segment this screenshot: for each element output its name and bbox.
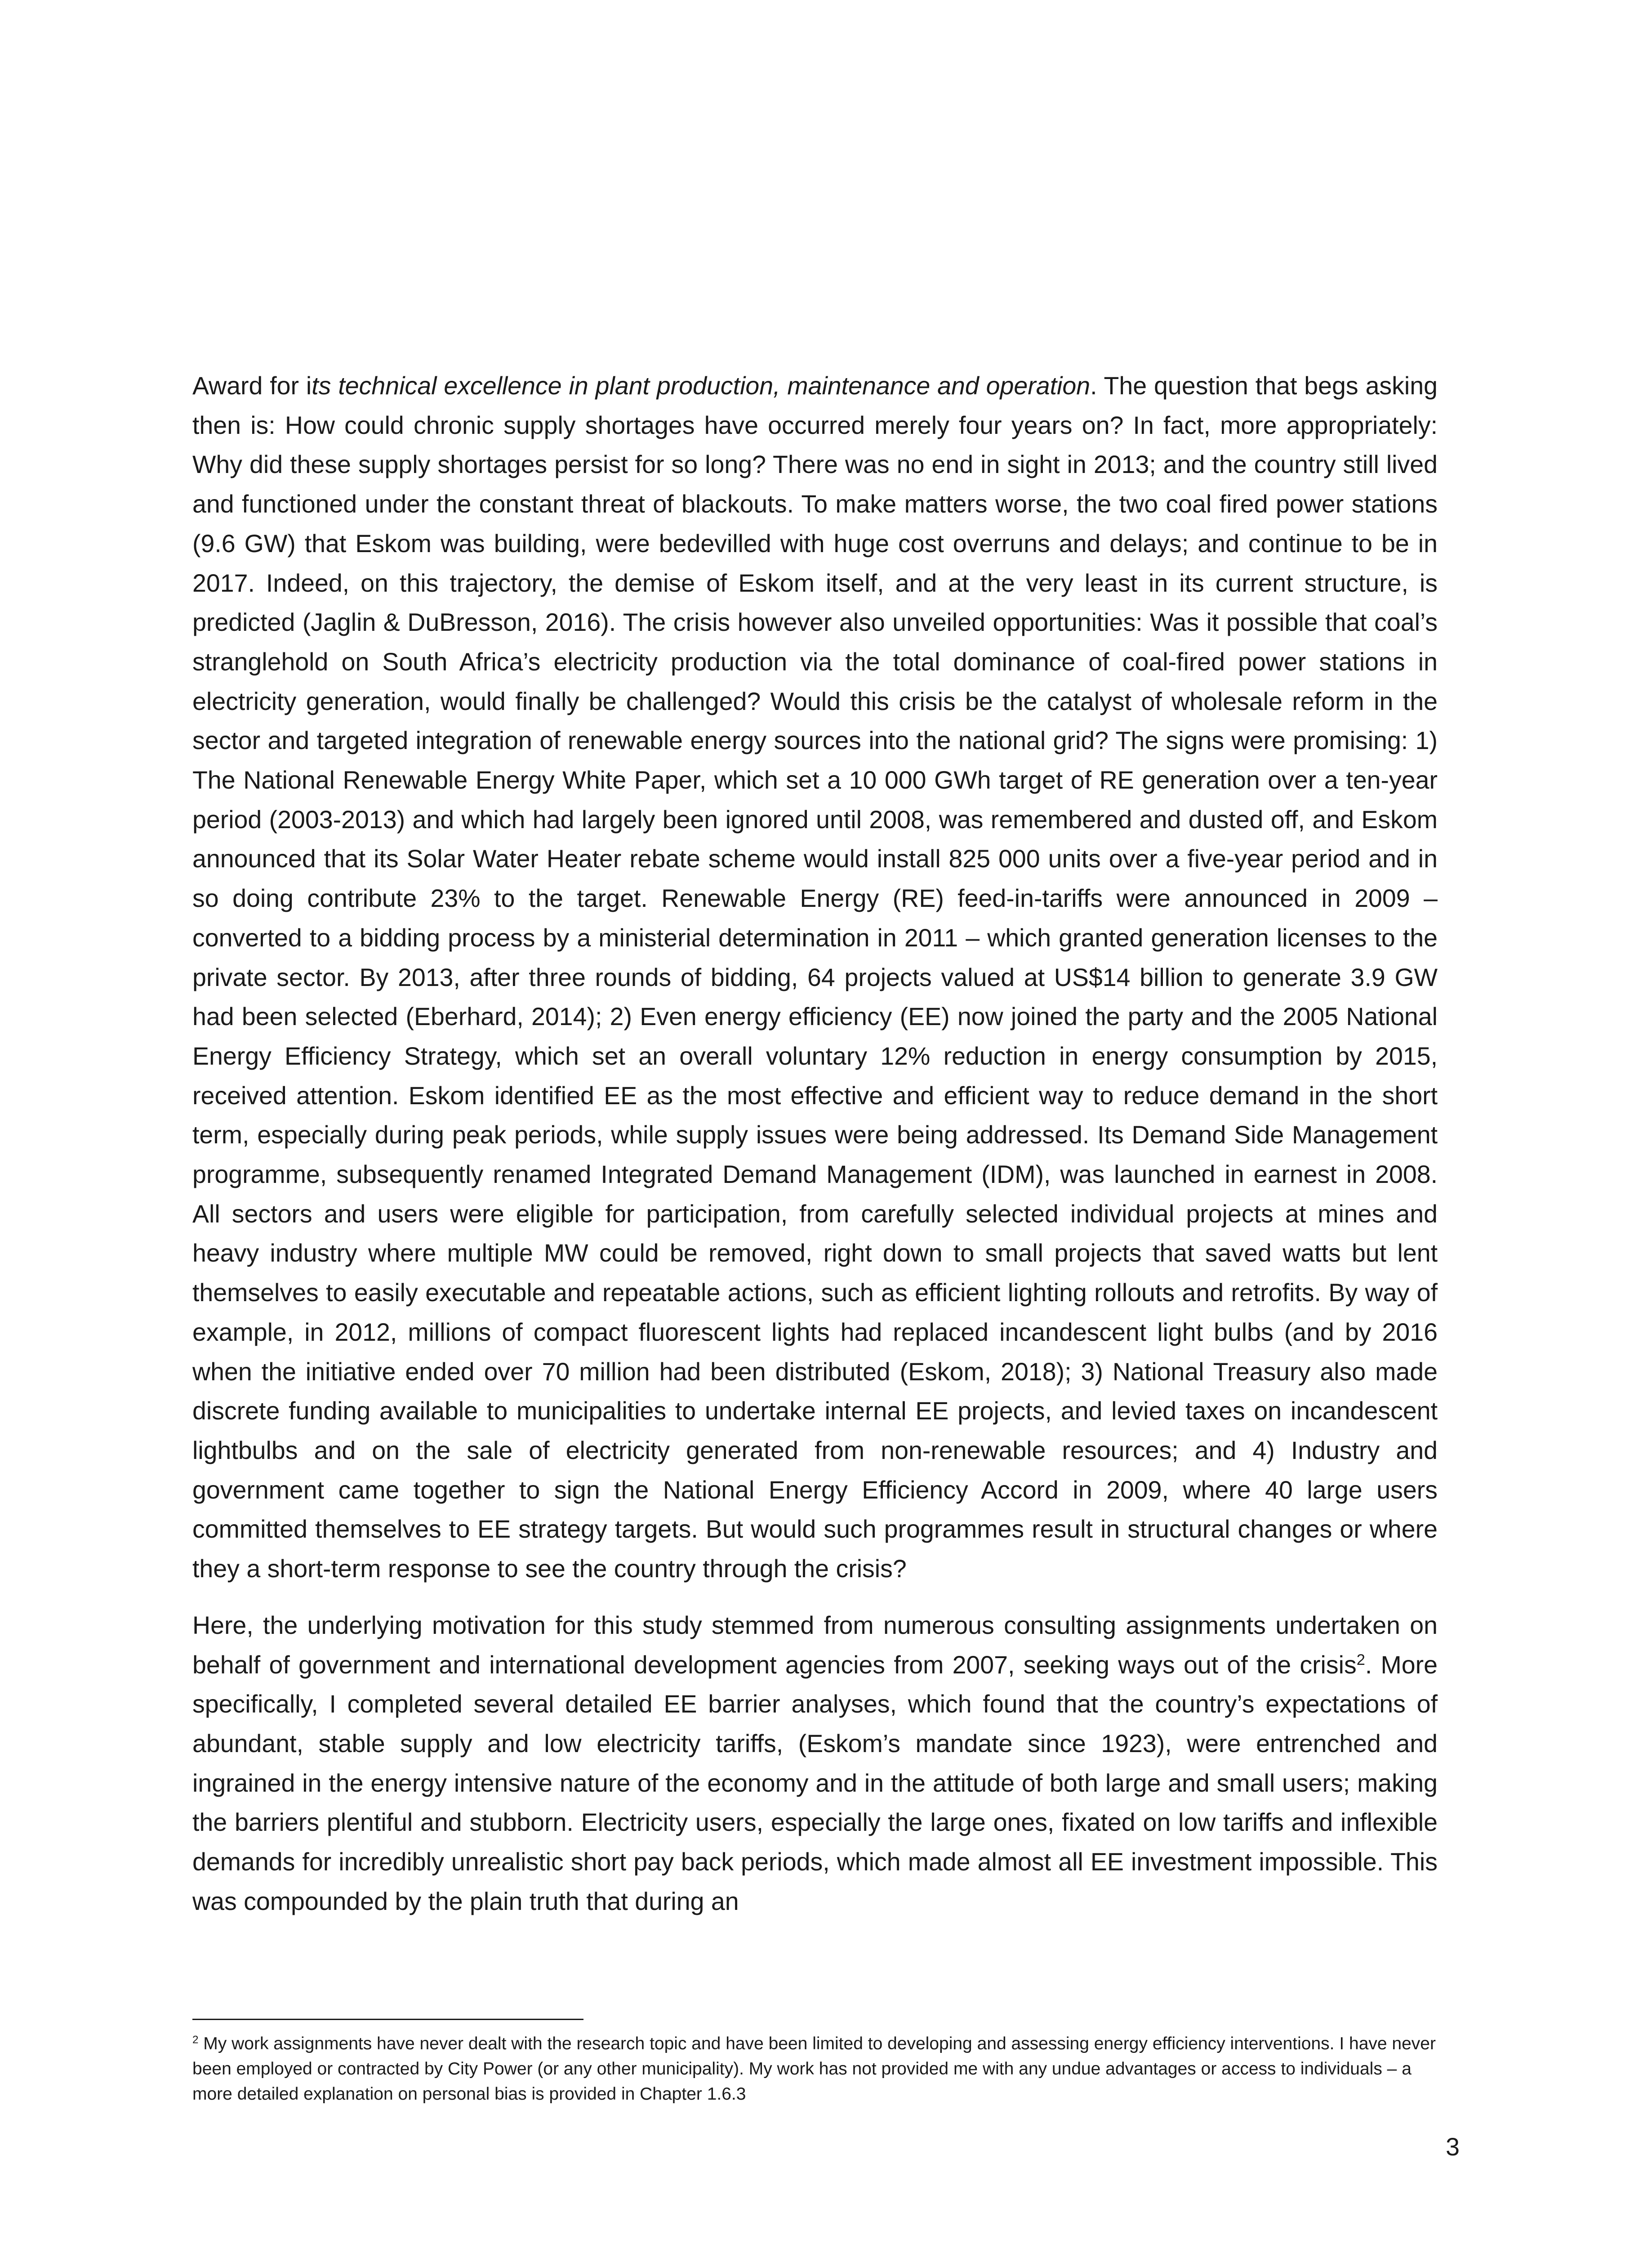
footnote-reference: 2 [1356,1651,1365,1668]
paragraph-2-rest: . More specifically, I completed several detailed EE barrier analyses, which found that the country’s expectations of abundant, stable supply and low electricity tariffs, (Eskom’s mandate since 1923), were entrenched and ingrained in the energy intensive nature of the economy and in the attitude of both large and small users; making the barriers plentiful and stubborn. Electricity users, especially the large ones, fixated on low tariffs and inflexible demands for incredibly unrealistic short pay back periods, which made almost all EE investment impossible. This was compounded by the plain truth that during an [192,1650,1438,1915]
paragraph-1-italic-phrase: ts technical excellence in plant production, maintenance and operation [312,372,1091,400]
footnote-separator [192,2019,583,2020]
paragraph-1-start: Award for i [192,372,312,400]
paragraph-2-start: Here, the underlying motivation for this study stemmed from numerous consulting assignments undertaken on behalf of government and international development agencies from 2007, seeking ways out of the crisis [192,1611,1438,1679]
paragraph-2 [192,1606,1438,1922]
footnote-body: My work assignments have never dealt with the research topic and have been limited to developing and assessing energy efficiency interventions. I have never been employed or contracted by City Power (or any other municipality). My work has not provided me with any undue advantages or access to individuals – a more detailed explanation on personal bias is provided in Chapter 1.6.3 [192,2034,1436,2104]
body-text [192,366,1438,1921]
footnote [192,2031,1438,2107]
footnote-text [192,2031,1438,2107]
page-number: 3 [1446,2133,1460,2161]
footnote-marker: 2 [192,2034,199,2046]
paragraph-1-rest: . The question that begs asking then is: How could chronic supply shortages have occurred merely four years on? In fact, more appropriately: Why did these supply shortages persist for so long? There was no end in sight in 2013; and the country still lived and functioned under the constant threat of blackouts. To make matters worse, the two coal fired power stations (9.6 GW) that Eskom was building, were bedevilled with huge cost overruns and delays; and continue to be in 2017. Indeed, on this trajectory, the demise of Eskom itself, and at the very least in its current structure, is predicted (Jaglin & DuBresson, 2016). The crisis however also unveiled opportunities: Was it possible that coal’s stranglehold on South Africa’s electricity production via the total dominance of coal-fired power stations in electricity generation, would finally be challenged? Would this crisis be the catalyst of wholesale reform in the sector and targeted integration of renewable energy sources into the national grid? The signs were promising: 1) The National Renewable Energy White Paper, which set a 10 000 GWh target of RE generation over a ten-year period (2003-2013) and which had largely been ignored until 2008, was remembered and dusted off, and Eskom announced that its Solar Water Heater rebate scheme would install 825 000 units over a five-year period and in so doing contribute 23% to the target. Renewable Energy (RE) feed-in-tariffs were announced in 2009 – converted to a bidding process by a ministerial determination in 2011 – which granted generation licenses to the private sector. By 2013, after three rounds of bidding, 64 projects valued at US$14 billion to generate 3.9 GW had been selected (Eberhard, 2014); 2) Even energy efficiency (EE) now joined the party and the 2005 National Energy Efficiency Strategy, which set an overall voluntary 12% reduction in energy consumption by 2015, received attention. Eskom identified EE as the most effective and efficient way to reduce demand in the short term, especially during peak periods, while supply issues were being addressed. Its Demand Side Management programme, subsequently renamed Integrated Demand Management (IDM), was launched in earnest in 2008. All sectors and users were eligible for participation, from carefully selected individual projects at mines and heavy industry where multiple MW could be removed, right down to small projects that saved watts but lent themselves to easily executable and repeatable actions, such as efficient lighting rollouts and retrofits. By way of example, in 2012, millions of compact fluorescent lights had replaced incandescent light bulbs (and by 2016 when the initiative ended over 70 million had been distributed (Eskom, 2018); 3) National Treasury also made discrete funding available to municipalities to undertake internal EE projects, and levied taxes on incandescent lightbulbs and on the sale of electricity generated from non-renewable resources; and 4) Industry and government came together to sign the National Energy Efficiency Accord in 2009, where 40 large users committed themselves to EE strategy targets. But would such programmes result in structural changes or where they a short-term response to see the country through the crisis? [192,372,1438,1583]
paragraph-1 [192,366,1438,1589]
